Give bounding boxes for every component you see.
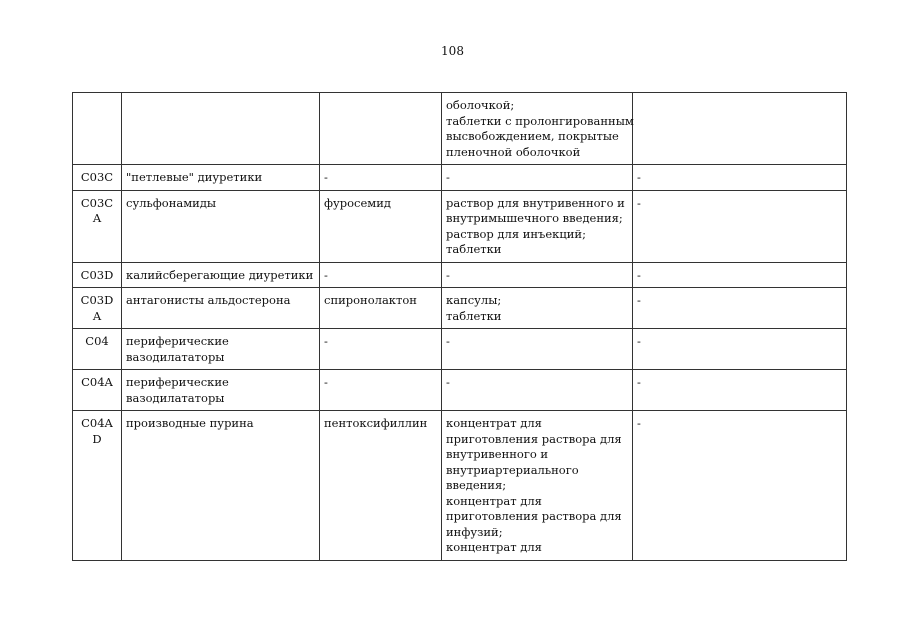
cell-text-line: C03D	[80, 267, 114, 282]
cell-text-line: антагонисты альдостерона	[126, 293, 291, 307]
dosage-forms-cell	[442, 411, 633, 561]
cell-text-line: калийсберегающие диуретики	[126, 267, 314, 282]
table-row	[73, 411, 847, 561]
cell-text-line: раствор для инъекций;	[446, 226, 586, 241]
cell-text-line: введения;	[446, 478, 507, 492]
cell-text-line: периферические	[126, 375, 229, 389]
cell-text-line: внутриартериального	[446, 462, 579, 477]
cell-text-line: D	[92, 431, 102, 446]
cell-text-line: пентоксифиллин	[324, 416, 428, 430]
cell-text-line: C03C	[80, 195, 114, 210]
table-row	[73, 329, 847, 370]
table-row	[73, 93, 847, 165]
cell-text-line: -	[324, 334, 328, 348]
atc-code-cell	[73, 329, 122, 370]
drug-name-cell	[320, 262, 442, 288]
group-name-cell	[122, 329, 320, 370]
atc-code-cell	[73, 370, 122, 411]
group-name-cell	[122, 165, 320, 191]
note-cell	[633, 411, 847, 561]
page-number: 108	[441, 44, 464, 58]
cell-text-line: C04A	[81, 375, 113, 389]
table-body	[73, 93, 847, 561]
drug-name-cell	[320, 93, 442, 165]
cell-text-line: таблетки	[446, 242, 502, 256]
cell-text-line: вазодилататоры	[126, 349, 225, 364]
table-row	[73, 288, 847, 329]
atc-code-cell	[73, 93, 122, 165]
drug-name-cell	[320, 165, 442, 191]
cell-text-line: внутривенного и	[446, 447, 549, 461]
cell-text-line: таблетки с пролонгированным	[446, 113, 634, 128]
cell-text-line: -	[637, 267, 641, 282]
cell-text-line: приготовления раствора для	[446, 509, 622, 523]
cell-text-line: -	[637, 334, 641, 348]
table-row	[73, 190, 847, 262]
group-name-cell	[122, 262, 320, 288]
note-cell	[633, 370, 847, 411]
cell-text-line: A	[92, 308, 102, 323]
cell-text-line: пленочной оболочкой	[446, 144, 581, 159]
cell-text-line: C04A	[81, 416, 113, 430]
dosage-forms-cell	[442, 190, 633, 262]
cell-text-line: -	[446, 375, 450, 389]
cell-text-line: внутримышечного введения;	[446, 211, 623, 225]
cell-text-line: концентрат для	[446, 540, 542, 554]
drug-name-cell	[320, 190, 442, 262]
dosage-forms-cell	[442, 93, 633, 165]
cell-text-line: высвобождением, покрытые	[446, 129, 619, 143]
cell-text-line: периферические	[126, 334, 229, 348]
cell-text-line: -	[637, 170, 641, 184]
cell-text-line: -	[446, 334, 450, 348]
atc-code-cell	[73, 165, 122, 191]
cell-text-line: -	[324, 267, 328, 282]
cell-text-line: -	[324, 375, 328, 389]
cell-text-line: -	[637, 195, 641, 210]
cell-text-line: вазодилататоры	[126, 390, 225, 405]
cell-text-line: -	[446, 267, 450, 282]
cell-text-line: раствор для внутривенного и	[446, 195, 625, 210]
dosage-forms-cell	[442, 165, 633, 191]
atc-code-cell	[73, 288, 122, 329]
cell-text-line: фуросемид	[324, 195, 391, 210]
dosage-forms-cell	[442, 329, 633, 370]
cell-text-line: -	[324, 170, 328, 184]
dosage-forms-cell	[442, 262, 633, 288]
atc-code-cell	[73, 262, 122, 288]
drug-table	[72, 92, 847, 561]
cell-text-line: спиронолактон	[324, 293, 417, 307]
cell-text-line: A	[92, 211, 102, 225]
note-cell	[633, 93, 847, 165]
cell-text-line: C03C	[80, 170, 114, 184]
note-cell	[633, 262, 847, 288]
atc-code-cell	[73, 190, 122, 262]
group-name-cell	[122, 411, 320, 561]
atc-code-cell	[73, 411, 122, 561]
drug-name-cell	[320, 329, 442, 370]
cell-text-line: таблетки	[446, 308, 502, 323]
drug-name-cell	[320, 288, 442, 329]
cell-text-line: инфузий;	[446, 524, 503, 539]
dosage-forms-cell	[442, 370, 633, 411]
cell-text-line: "петлевые" диуретики	[126, 170, 263, 184]
cell-text-line: производные пурина	[126, 416, 254, 430]
cell-text-line: концентрат для	[446, 493, 542, 508]
cell-text-line: оболочкой;	[446, 98, 515, 112]
drug-name-cell	[320, 411, 442, 561]
group-name-cell	[122, 93, 320, 165]
note-cell	[633, 165, 847, 191]
dosage-forms-cell	[442, 288, 633, 329]
group-name-cell	[122, 288, 320, 329]
table-row	[73, 262, 847, 288]
cell-text-line: -	[637, 293, 641, 307]
note-cell	[633, 329, 847, 370]
cell-text-line: капсулы;	[446, 293, 502, 307]
cell-text-line: сульфонамиды	[126, 195, 217, 210]
cell-text-line: приготовления раствора для	[446, 431, 622, 446]
drug-name-cell	[320, 370, 442, 411]
cell-text-line: C04	[85, 334, 109, 348]
group-name-cell	[122, 370, 320, 411]
group-name-cell	[122, 190, 320, 262]
note-cell	[633, 190, 847, 262]
note-cell	[633, 288, 847, 329]
table-row	[73, 165, 847, 191]
cell-text-line: концентрат для	[446, 416, 542, 430]
cell-text-line: -	[637, 416, 641, 430]
cell-text-line: C03D	[80, 293, 114, 307]
cell-text-line: -	[637, 375, 641, 389]
cell-text-line: -	[446, 170, 450, 184]
table-row	[73, 370, 847, 411]
